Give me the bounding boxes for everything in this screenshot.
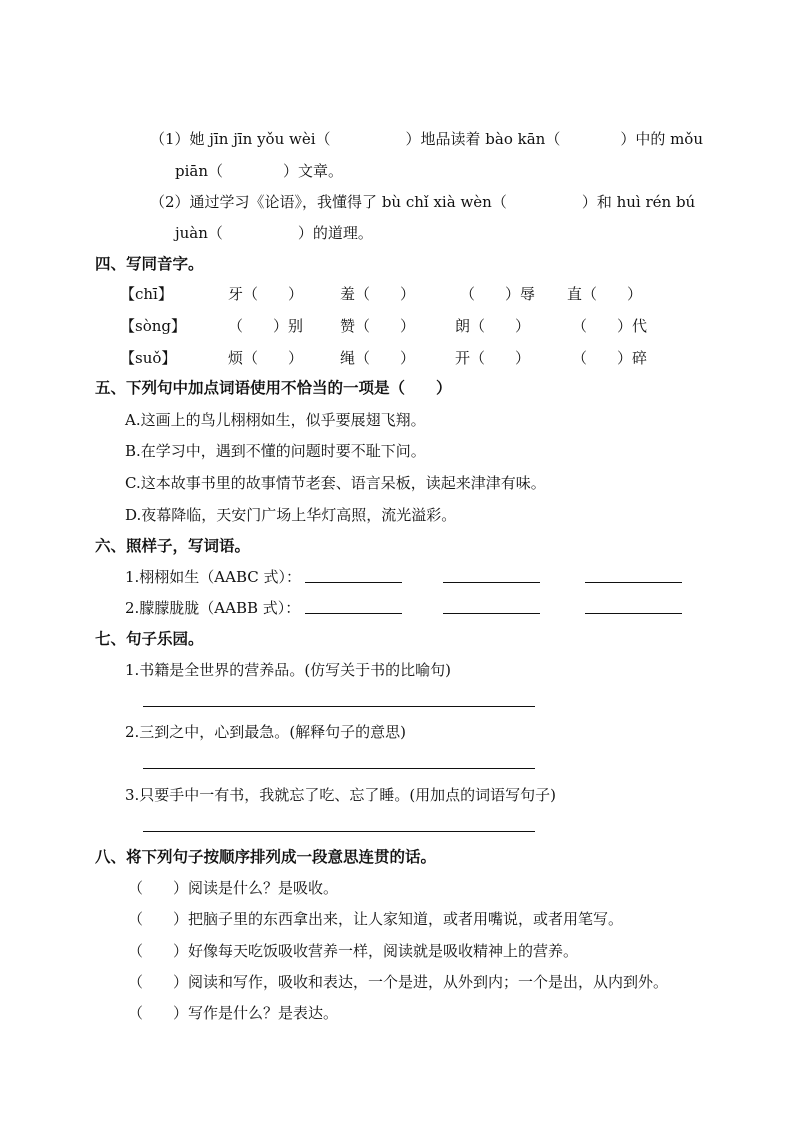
homophone-item: 羞（ ） bbox=[340, 285, 416, 303]
answer-blank[interactable] bbox=[443, 582, 540, 583]
q1-line1: （1）她 jīn jīn yǒu wèi（ ）地品读着 bào kān（ ）中的 mǒu bbox=[150, 130, 704, 148]
answer-blank[interactable] bbox=[585, 582, 682, 583]
word-prompt-aabb: 2.朦朦胧胧（AABB 式）： bbox=[125, 599, 301, 617]
section6-title: 六、照样子，写词语。 bbox=[95, 536, 251, 555]
answer-blank[interactable] bbox=[585, 613, 682, 614]
option-b: B.在学习中，遇到不懂的问题时要不耻下问。 bbox=[125, 442, 426, 460]
section4-title: 四、写同音字。 bbox=[95, 254, 204, 273]
homophone-item: 牙（ ） bbox=[228, 285, 304, 303]
sentence-task-3: 3.只要手中一有书，我就忘了吃、忘了睡。(用加点的词语写句子) bbox=[125, 786, 557, 804]
order-item: （ ）写作是什么？是表达。 bbox=[128, 1004, 339, 1022]
homophone-item: 绳（ ） bbox=[340, 349, 416, 367]
pinyin-label: 【suǒ】 bbox=[120, 349, 177, 367]
homophone-item: （ ）别 bbox=[228, 317, 304, 335]
q2-line2: juàn（ ）的道理。 bbox=[175, 224, 373, 242]
option-d: D.夜幕降临，天安门广场上华灯高照，流光溢彩。 bbox=[125, 506, 457, 524]
section8-title: 八、将下列句子按顺序排列成一段意思连贯的话。 bbox=[95, 847, 437, 866]
section5-title: 五、下列句中加点词语使用不恰当的一项是（ ） bbox=[95, 378, 452, 397]
homophone-item: （ ）辱 bbox=[460, 285, 536, 303]
sentence-task-1: 1.书籍是全世界的营养品。(仿写关于书的比喻句) bbox=[125, 661, 452, 679]
answer-line[interactable] bbox=[143, 768, 535, 769]
pinyin-label: 【chī】 bbox=[120, 285, 173, 303]
answer-blank[interactable] bbox=[443, 613, 540, 614]
homophone-item: 赞（ ） bbox=[340, 317, 416, 335]
answer-line[interactable] bbox=[143, 831, 535, 832]
answer-line[interactable] bbox=[143, 706, 535, 707]
homophone-item: 烦（ ） bbox=[228, 349, 304, 367]
answer-blank[interactable] bbox=[305, 613, 402, 614]
word-prompt-aabc: 1.栩栩如生（AABC 式）： bbox=[125, 568, 302, 586]
homophone-item: 朗（ ） bbox=[455, 317, 531, 335]
section7-title: 七、句子乐园。 bbox=[95, 629, 204, 648]
homophone-item: 直（ ） bbox=[567, 285, 643, 303]
order-item: （ ）阅读是什么？是吸收。 bbox=[128, 879, 339, 897]
order-item: （ ）把脑子里的东西拿出来，让人家知道，或者用嘴说，或者用笔写。 bbox=[128, 910, 624, 928]
sentence-task-2: 2.三到之中，心到最急。(解释句子的意思) bbox=[125, 723, 407, 741]
homophone-item: 开（ ） bbox=[455, 349, 531, 367]
homophone-item: （ ）碎 bbox=[572, 349, 648, 367]
homophone-item: （ ）代 bbox=[572, 317, 648, 335]
order-item: （ ）好像每天吃饭吸收营养一样，阅读就是吸收精神上的营养。 bbox=[128, 942, 579, 960]
q2-line1: （2）通过学习《论语》，我懂得了 bù chǐ xià wèn（ ）和 huì rén bú bbox=[150, 193, 696, 211]
option-a: A.这画上的鸟儿栩栩如生，似乎要展翅飞翔。 bbox=[125, 411, 426, 429]
option-c: C.这本故事书里的故事情节老套、语言呆板，读起来津津有味。 bbox=[125, 474, 546, 492]
answer-blank[interactable] bbox=[305, 582, 402, 583]
order-item: （ ）阅读和写作，吸收和表达，一个是进，从外到内；一个是出，从内到外。 bbox=[128, 973, 669, 991]
pinyin-label: 【sòng】 bbox=[120, 317, 186, 335]
q1-line2: piān（ ）文章。 bbox=[175, 162, 344, 180]
